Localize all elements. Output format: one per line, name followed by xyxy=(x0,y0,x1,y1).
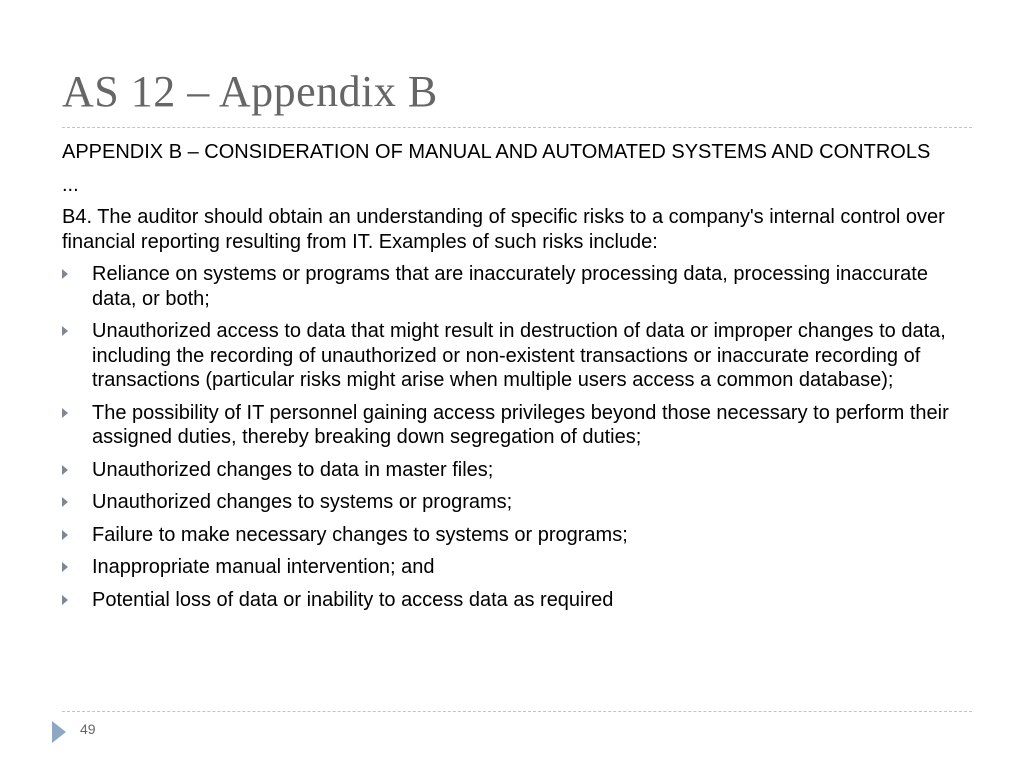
triangle-bullet-icon xyxy=(62,562,68,572)
triangle-bullet-icon xyxy=(62,326,68,336)
title-divider xyxy=(62,127,972,128)
triangle-bullet-icon xyxy=(62,530,68,540)
triangle-bullet-icon xyxy=(62,408,68,418)
triangle-bullet-icon xyxy=(62,269,68,279)
list-item xyxy=(62,458,972,483)
triangle-bullet-icon xyxy=(62,497,68,507)
list-item xyxy=(62,588,972,613)
list-item-text: Unauthorized changes to data in master files; xyxy=(92,458,494,481)
list-item xyxy=(62,523,972,548)
list-item-text: Inappropriate manual intervention; and xyxy=(92,556,435,578)
list-item-text: Reliance on systems or programs that are inaccurately processing data, processing inaccurate data, or both; xyxy=(92,263,928,310)
slide-body xyxy=(62,140,972,620)
page-number: 49 xyxy=(80,721,96,737)
list-item-text: Potential loss of data or inability to access data as required xyxy=(92,588,614,611)
list-item xyxy=(62,319,972,393)
slide-title: AS 12 – Appendix B xyxy=(62,67,438,116)
list-item-text: Unauthorized access to data that might result in destruction of data or improper changes to data, including the recording of unauthorized or non-existent transactions or inaccurate recording of transactions (particular risks might arise when multiple users access a common database); xyxy=(92,320,946,391)
list-item-text: The possibility of IT personnel gaining access privileges beyond those necessary to perform their assigned duties, thereby breaking down segregation of duties; xyxy=(92,401,949,448)
list-item xyxy=(62,490,972,515)
triangle-bullet-icon xyxy=(62,595,68,605)
list-item xyxy=(62,401,972,450)
list-item-text: Failure to make necessary changes to systems or programs; xyxy=(92,523,628,546)
list-item-text: Unauthorized changes to systems or programs; xyxy=(92,491,513,513)
appendix-heading: APPENDIX B – CONSIDERATION OF MANUAL AND AUTOMATED SYSTEMS AND CONTROLS xyxy=(62,141,931,163)
list-item xyxy=(62,262,972,311)
intro-paragraph: B4. The auditor should obtain an understanding of specific risks to a company's internal control over financial reporting resulting from IT. Examples of such risks include: xyxy=(62,206,945,253)
triangle-bullet-icon xyxy=(62,465,68,475)
ellipsis-text: ... xyxy=(62,173,79,196)
risk-list xyxy=(62,262,972,612)
triangle-footer-icon xyxy=(52,721,66,743)
list-item xyxy=(62,555,972,580)
footer-divider xyxy=(62,711,972,712)
